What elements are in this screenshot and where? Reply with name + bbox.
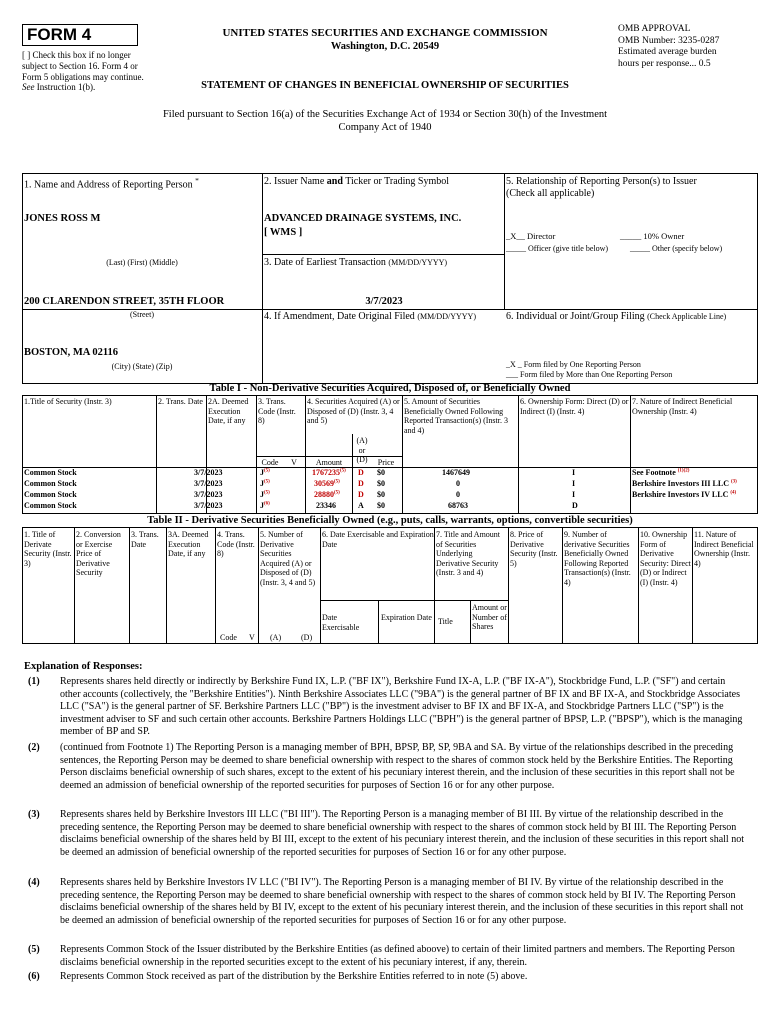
box4-label: 4. If Amendment, Date Original Filed (MM/DD/YYYY) bbox=[264, 311, 476, 322]
table-row: Common Stock 3/7/2023 $J^{(5)}$ 1767235$^{(5)}$ D $0 1467649 I See Footnote $^{(1)(2)}$ bbox=[24, 468, 690, 477]
t2-h10: 10. Ownership Form of Derivative Security: Direct (D) or Indirect (I) (Instr. 4) bbox=[640, 530, 691, 587]
table2-title: Table II - Derivative Securities Beneficially Owned (e.g., puts, calls, warrants, options, convertible securities) bbox=[147, 515, 633, 526]
t2-sub-title: Title bbox=[438, 617, 453, 626]
filing-option-group[interactable]: ___ Form filed by More than One Reporting Person bbox=[506, 370, 673, 379]
city-caption: (City) (State) (Zip) bbox=[111, 362, 173, 371]
t1-h7: 7. Nature of Indirect Beneficial Ownership (Instr. 4) bbox=[632, 397, 733, 416]
t2-h7: 7. Title and Amount of Securities Underlying Derivative Security (Instr. 3 and 4) bbox=[436, 530, 501, 577]
table1-title: Table I - Non-Derivative Securities Acquired, Disposed of, or Beneficially Owned bbox=[209, 383, 571, 394]
t2-h4: 4. Trans. Code (Instr. 8) bbox=[217, 530, 255, 558]
t2-h3a: 3A. Deemed Execution Date, if any bbox=[168, 530, 209, 558]
agency-name: UNITED STATES SECURITIES AND EXCHANGE COMMISSION bbox=[222, 27, 548, 39]
footnote-6: (6) Represents Common Stock received as part of the distribution by the Berkshire Entities referred to in note (5) above. bbox=[28, 971, 528, 982]
footnote-1: (1) Represents shares held directly or indirectly by Berkshire Fund IX, L.P. ("BF IX"), Berkshire Fund IX-A, L.P. ("BF IX-A"), Stockbridge Fund, L.P. ("SF") and certain other accounts (collectively, the "Berkshire Entities"). Ninth Berkshire Associates LLC ("9BA") is the general partner of BF IX and BF IX-A, and Stockbridge Associates LLC ("SA") is the general partner of SF. Berkshire Partners LLC ("BP") is the investment adviser to BF IX and BF IX-A, and Stockbridge Partners LLC ("SP") is the investment adviser to SF and such certain other accounts. Berkshire Partners Holdings LLC ("BPH") is the general partner of BPSP, L.P. ("BPSP"), which is the managing member of BP and SP. bbox=[28, 676, 743, 738]
t1-h5: 5. Amount of Securities Beneficially Owned Following Reported Transaction(s) (Instr. 3 and 4) bbox=[404, 397, 508, 435]
t2-h2: 2. Conversion or Exercise Price of Derivative Security bbox=[76, 530, 121, 577]
reporting-street: 200 CLARENDON STREET, 35TH FLOOR bbox=[24, 296, 225, 307]
t2-sub-v: V bbox=[249, 633, 255, 642]
t1-h6: 6. Ownership Form: Direct (D) or Indirect (I) (Instr. 4) bbox=[520, 397, 629, 416]
t1-h4: 4. Securities Acquired (A) or Disposed of (D) (Instr. 3, 4 and 5) bbox=[307, 397, 400, 425]
box6-label: 6. Individual or Joint/Group Filing (Check Applicable Line) bbox=[506, 311, 727, 322]
name-caption: (Last) (First) (Middle) bbox=[106, 258, 178, 267]
box2-label: 2. Issuer Name and Ticker or Trading Symbol bbox=[264, 176, 450, 187]
t2-h8: 8. Price of Derivative Security (Instr. 5) bbox=[510, 530, 558, 568]
street-caption: (Street) bbox=[130, 310, 154, 319]
omb-number: OMB Number: 3235-0287 bbox=[618, 35, 720, 46]
box3-label: 3. Date of Earliest Transaction (MM/DD/YYYY) bbox=[264, 257, 448, 268]
t1-sub-aod: (A) or (D) bbox=[356, 436, 368, 464]
box5-label: 5. Relationship of Reporting Person(s) to Issuer (Check all applicable) bbox=[506, 176, 697, 199]
omb-box bbox=[618, 24, 758, 70]
footnote-5: (5) Represents Common Stock of the Issuer distributed by the Berkshire Entities (as defined aboove) to certain of their limited partners and members. The Reporting Person disclaims beneficial ownership in the reported securities except to the extent of his pecuniary interest, if any, therein. bbox=[28, 944, 735, 968]
t2-sub-expiration: Expiration Date bbox=[381, 613, 432, 622]
reporting-city: BOSTON, MA 02116 bbox=[24, 347, 119, 358]
omb-approval: OMB APPROVAL bbox=[618, 24, 691, 34]
t1-h3: 3. Trans. Code (Instr. 8) bbox=[258, 397, 296, 425]
filed-pursuant: Filed pursuant to Section 16(a) of the Securities Exchange Act of 1934 or Section 30(h) of the Investment Company Act of 1940 bbox=[162, 109, 608, 133]
table-row: Common Stock 3/7/2023 $J^{(5)}$ 28880$^{(5)}$ D $0 0 I Berkshire Investors IV LLC $^{(4)}$ bbox=[24, 490, 737, 499]
table-row: Common Stock 3/7/2023 $J^{(6)}$ 23346 A $0 68763 D bbox=[24, 501, 578, 510]
footnote-2: (2) (continued from Footnote 1) The Reporting Person is a managing member of BPH, BPSP, BP, SP, 9BA and SA. By virtue of the relationships described in the preceding sentences, the Reporting Person may be deemed to share beneficial ownership with respect to the shares of common stock held by the Berkshire Entities. The Reporting Person disclaims beneficial ownership of such shares, except to the extent of his pecuniary interest therein, and the inclusion of these securities in this report shall not be deemed an admission of beneficial ownership of the reported securities for purposes of Section 16 or for any other purpose. bbox=[28, 742, 735, 791]
checkbox-note: [ ] Check this box if no longer subject to Section 16. Form 4 or Form 5 obligations may continue. See Instruction 1(b). bbox=[22, 50, 144, 93]
t1-h1: 1.Title of Security (Instr. 3) bbox=[24, 397, 112, 406]
burden-line-1: Estimated average burden bbox=[618, 47, 717, 58]
t2-sub-amount: Amount or Number of Shares bbox=[472, 603, 507, 631]
ten-percent-owner-checkbox[interactable]: _____ 10% Owner bbox=[620, 231, 685, 241]
t1-h2a: 2A. Deemed Execution Date, if any bbox=[208, 397, 249, 425]
statement-title: STATEMENT OF CHANGES IN BENEFICIAL OWNERSHIP OF SECURITIES bbox=[201, 80, 569, 91]
t2-sub-a: (A) bbox=[270, 633, 282, 642]
director-checkbox[interactable]: _X__ Director bbox=[506, 231, 556, 241]
t1-sub-price: Price bbox=[377, 458, 395, 467]
t1-sub-code: Code bbox=[261, 458, 279, 467]
t2-h6: 6. Date Exercisable and Expiration Date bbox=[322, 530, 434, 549]
t2-h9: 9. Number of derivative Securities Beneficially Owned Following Reported Transaction(s) (Instr. 4) bbox=[564, 530, 631, 587]
t1-sub-v: V bbox=[291, 458, 297, 467]
burden-line-2: hours per response... 0.5 bbox=[618, 58, 711, 69]
reporting-person-name: JONES ROSS M bbox=[24, 213, 101, 224]
filing-option-one[interactable]: _X _ Form filed by One Reporting Person bbox=[506, 360, 641, 369]
t2-h1: 1. Title of Derivate Security (Instr. 3) bbox=[24, 530, 72, 568]
t2-sub-exercisable: Date Exercisable bbox=[322, 613, 360, 632]
earliest-transaction-date: 3/7/2023 bbox=[365, 296, 403, 307]
t2-sub-code: Code bbox=[220, 633, 237, 642]
footnote-4: (4) Represents shares held by Berkshire Investors IV LLC ("BI IV"). The Reporting Person is a managing member of BI IV. By virtue of the relationship described in the preceding sentence, the Reporting Person may be deemed to share beneficial ownership with respect to the shares of common stock held by BI IV. The Reporting Person disclaims beneficial ownership of the shares held by BI IV, except to the extent of his pecuniary interest therein, and the inclusion of these securities in this report shall not be deemed an admission of beneficial ownership of the reported securities for purposes of Section 16 or for any other purpose. bbox=[28, 877, 744, 926]
issuer-ticker: [ WMS ] bbox=[264, 227, 303, 238]
agency-location: Washington, D.C. 20549 bbox=[330, 41, 440, 52]
officer-checkbox[interactable]: _____ Officer (give title below) bbox=[506, 244, 609, 253]
form-title: FORM 4 bbox=[22, 24, 138, 46]
t1-h2: 2. Trans. Date bbox=[158, 397, 203, 406]
t2-h11: 11. Nature of Indirect Beneficial Ownership (Instr. 4) bbox=[694, 530, 754, 568]
other-checkbox[interactable]: _____ Other (specify below) bbox=[630, 244, 723, 253]
table-row: Common Stock 3/7/2023 $J^{(5)}$ 30569$^{(5)}$ D $0 0 I Berkshire Investors III LLC $^{(3)}$ bbox=[24, 479, 737, 488]
t2-h3: 3. Trans. Date bbox=[131, 530, 159, 549]
t2-sub-d: (D) bbox=[301, 633, 313, 642]
explanation-heading: Explanation of Responses: bbox=[24, 661, 143, 672]
footnote-3: (3) Represents shares held by Berkshire Investors III LLC ("BI III"). The Reporting Person is a managing member of BI III. By virtue of the relationship described in the preceding sentence, the Reporting Person may be deemed to share beneficial ownership with respect to the shares of common stock held by BI III. The Reporting Person disclaims beneficial ownership of the shares held by BI III, except to the extent of his pecuniary interest therein, and the inclusion of these securities in this report shall not be deemed an admission of beneficial ownership of the reported securities for purposes of Section 16 or for any other purpose. bbox=[28, 809, 744, 858]
box1-label: 1. Name and Address of Reporting Person * bbox=[24, 176, 199, 191]
t1-sub-amount: Amount bbox=[315, 458, 343, 467]
t2-h5: 5. Number of Derivative Securities Acquired (A) or Disposed of (D) (Instr. 3, 4 and 5) bbox=[260, 530, 316, 587]
issuer-name: ADVANCED DRAINAGE SYSTEMS, INC. bbox=[264, 213, 462, 224]
